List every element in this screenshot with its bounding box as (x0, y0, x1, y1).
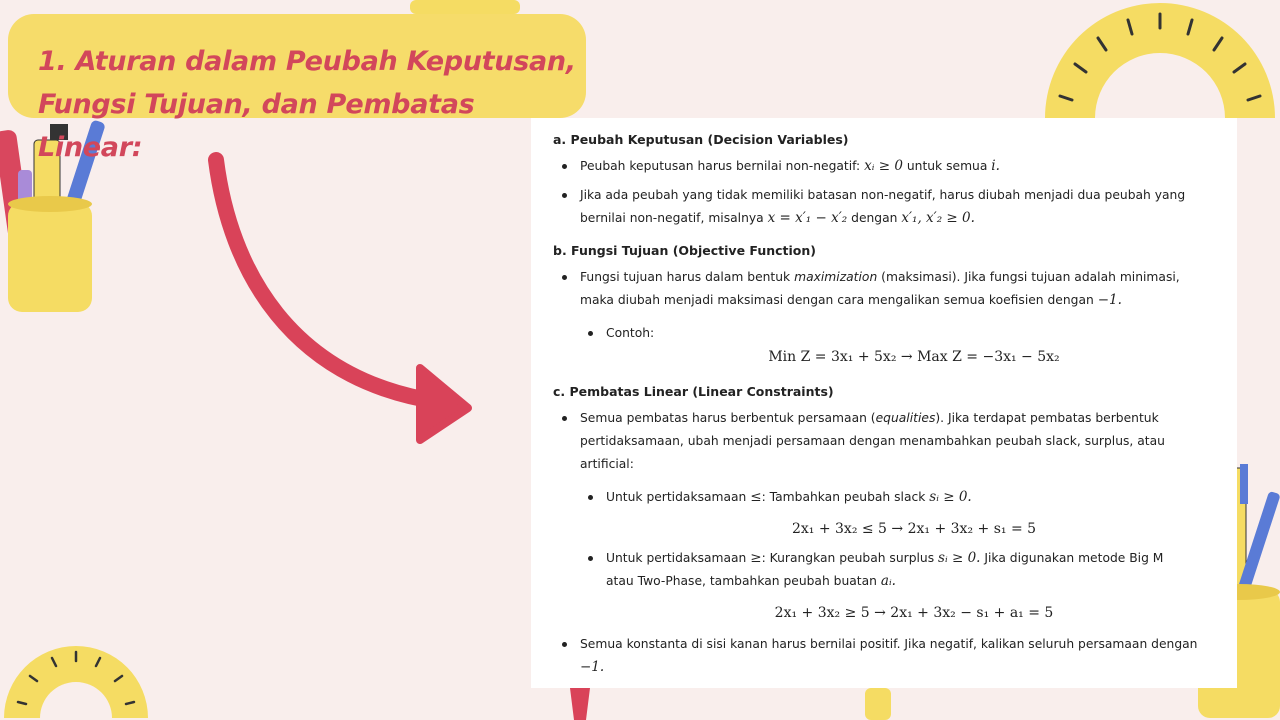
equation: 2x₁ + 3x₂ ≥ 5 → 2x₁ + 3x₂ − s₁ + a₁ = 5 (774, 605, 1054, 621)
list-item: Untuk pertidaksamaan ≤: Tambahkan peubah slack sᵢ ≥ 0. (553, 486, 1215, 509)
equation: 2x₁ + 3x₂ ≤ 5 → 2x₁ + 3x₂ + s₁ = 5 (791, 521, 1037, 537)
section-c-heading: c. Pembatas Linear (Linear Constraints) (553, 384, 834, 399)
section-a-heading: a. Peubah Keputusan (Decision Variables) (553, 132, 849, 147)
document-panel (531, 118, 1237, 688)
marker-icon (560, 688, 640, 720)
list-item: Jika ada peubah yang tidak memiliki batasan non-negatif, harus diubah menjadi dua peubah yang bernilai non-negatif, misalnya x = x′₁ − x′₂ dengan x′₁, x′₂ ≥ 0. (553, 184, 1215, 230)
title-banner (8, 14, 586, 163)
list-item: Semua konstanta di sisi kanan harus bernilai positif. Jika negatif, kalikan seluruh persamaan dengan −1. (553, 633, 1215, 679)
title-line-2: Fungsi Tujuan, dan Pembatas Linear: (38, 89, 475, 163)
section-b-heading: b. Fungsi Tujuan (Objective Function) (553, 243, 816, 258)
equation: Min Z = 3x₁ + 5x₂ → Max Z = −3x₁ − 5x₂ (768, 349, 1060, 365)
protractor-icon (1040, 0, 1280, 122)
list-item: Contoh: (553, 322, 1215, 345)
ruler-icon (855, 688, 935, 720)
protractor-icon (0, 618, 152, 720)
list-item: Peubah keputusan harus bernilai non-negatif: xᵢ ≥ 0 untuk semua i. (553, 155, 1215, 178)
list-item: Untuk pertidaksamaan ≥: Kurangkan peubah surplus sᵢ ≥ 0. Jika digunakan metode Big M atau Two-Phase, tambahkan peubah buatan aᵢ. (553, 547, 1215, 593)
list-item: Fungsi tujuan harus dalam bentuk maximization (maksimasi). Jika fungsi tujuan adalah minimasi, maka diubah menjadi maksimasi dengan cara mengalikan semua koefisien dengan −1. (553, 266, 1215, 312)
list-item: Semua pembatas harus berbentuk persamaan (equalities). Jika terdapat pembatas berbentuk pertidaksamaan, ubah menjadi persamaan dengan menambahkan peubah slack, surplus, atau artificial: (553, 407, 1215, 476)
title-line-1: 1. Aturan dalam Peubah Keputusan, (38, 46, 576, 77)
curved-arrow-icon (200, 150, 480, 450)
